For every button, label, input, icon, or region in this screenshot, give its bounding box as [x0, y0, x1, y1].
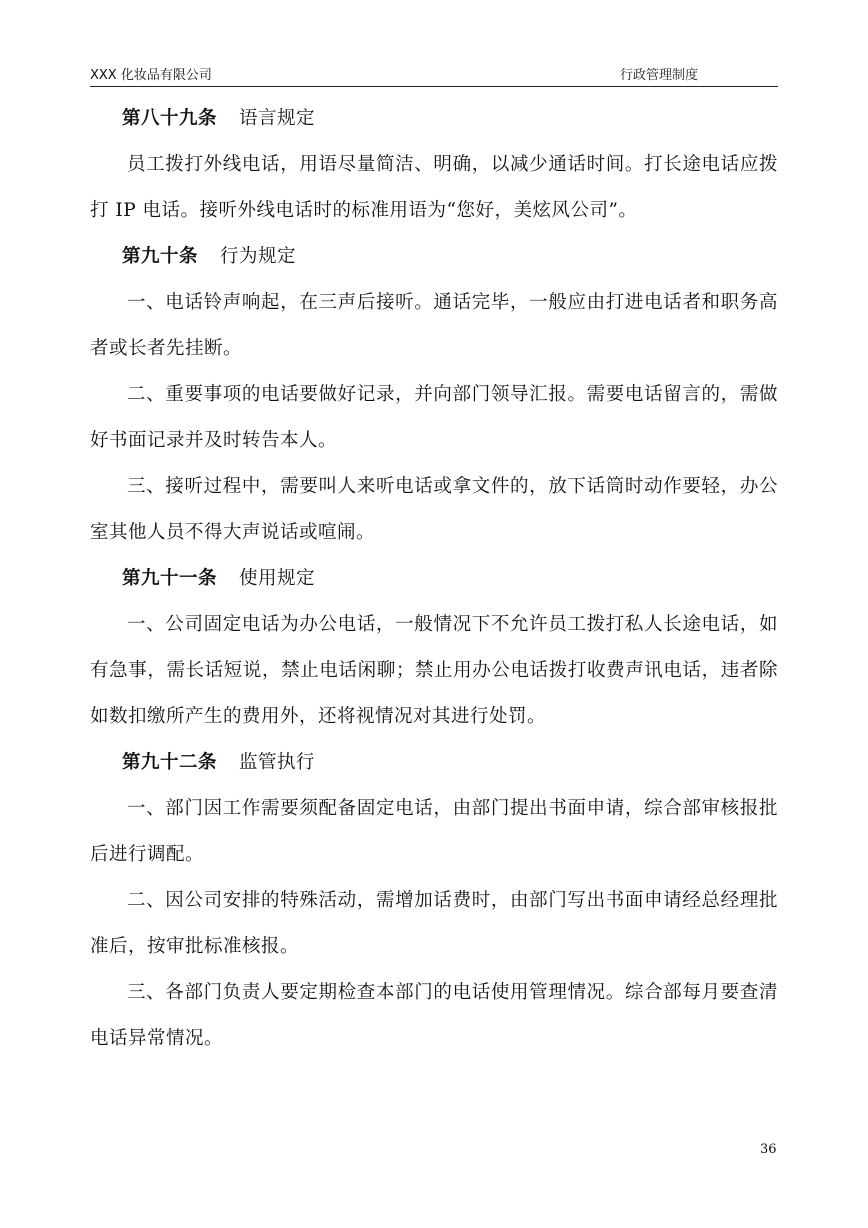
article-number: 第九十条 [122, 246, 199, 267]
company-name: XXX 化妆品有限公司 [90, 68, 212, 83]
article-number: 第九十一条 [122, 568, 218, 589]
article-number: 第九十二条 [122, 752, 218, 773]
paragraph: 二、重要事项的电话要做好记录，并向部门领导汇报。需要电话留言的，需做好书面记录并及时转告本人。 [90, 384, 778, 451]
article-topic: 使用规定 [239, 568, 316, 589]
page-number: 36 [760, 1142, 777, 1157]
paragraph: 一、电话铃声响起，在三声后接听。通话完毕，一般应由打进电话者和职务高者或长者先挂断。 [90, 292, 778, 359]
paragraph: 一、部门因工作需要须配备固定电话，由部门提出书面申请，综合部审核报批后进行调配。 [90, 798, 778, 865]
article-topic: 语言规定 [239, 108, 316, 129]
page-header [90, 62, 778, 87]
article-heading [90, 556, 778, 602]
document-body [90, 96, 778, 1062]
section-name: 行政管理制度 [620, 68, 699, 83]
article-heading [90, 740, 778, 786]
paragraph: 一、公司固定电话为办公电话，一般情况下不允许员工拨打私人长途电话，如有急事，需长话短说，禁止电话闲聊；禁止用办公电话拨打收费声讯电话，违者除如数扣缴所产生的费用外，还将视情况对其进行处罚。 [90, 614, 778, 727]
paragraph: 二、因公司安排的特殊活动，需增加话费时，由部门写出书面申请经总经理批准后，按审批标准核报。 [90, 890, 778, 957]
article-heading [90, 234, 778, 280]
paragraph: 员工拨打外线电话，用语尽量简洁、明确，以减少通话时间。打长途电话应拨打 IP 电话。接听外线电话时的标准用语为“您好，美炫风公司”。 [90, 154, 778, 221]
article-heading [90, 96, 778, 142]
paragraph: 三、各部门负责人要定期检查本部门的电话使用管理情况。综合部每月要查清电话异常情况。 [90, 982, 778, 1049]
article-topic: 监管执行 [239, 752, 316, 773]
article-topic: 行为规定 [220, 246, 297, 267]
paragraph: 三、接听过程中，需要叫人来听电话或拿文件的，放下话筒时动作要轻，办公室其他人员不得大声说话或喧闹。 [90, 476, 778, 543]
article-number: 第八十九条 [122, 108, 218, 129]
